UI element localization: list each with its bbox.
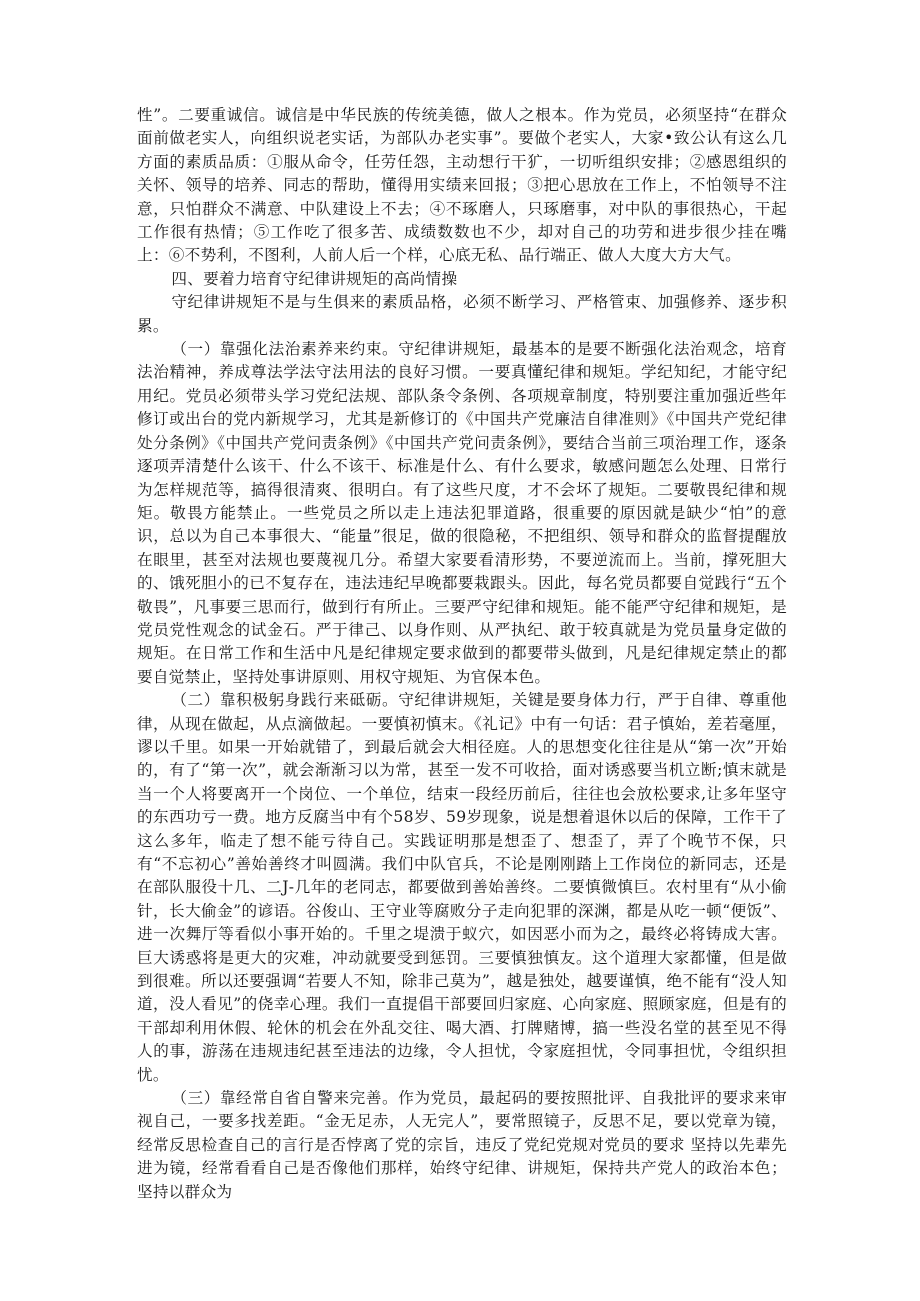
paragraph-practice: （二）靠积极躬身践行来砥砺。守纪律讲规矩，关键是要身体力行，严于自律、尊重他律，从现在做起，从点滴做起。一要慎初慎末。《礼记》中有一句话：君子慎始，差若毫厘，谬以千里。如果一开始就错了，到最后就会大相径庭。人的思想变化往往是从“第一次”开始的，有了“第一次”，就会渐渐习以为常，甚至一发不可收拾，面对诱惑要当机立断;慎末就是当一个人将要离开一个岗位、一个单位，结束一段经历前后，往往也会放松要求,让多年坚守的东西功亏一费。地方反腐当中有个58岁、59岁现象，说是想着退休以后的保障，工作干了这么多年，临走了想不能亏待自己。实践证明那是想歪了、想歪了，弄了个晚节不保，只有“不忘初心”善始善终才叫圆满。我们中队官兵，不论是刚刚踏上工作岗位的新同志，还是在部队服役十几、二J-几年的老同志，都要做到善始善终。二要慎微慎巨。农村里有“从小偷针，长大偷金”的谚语。谷俊山、王守业等腐败分子走向犯罪的深渊，都是从吃一顿“便饭”、进一次舞厅等看似小事开始的。千里之堤溃于蚁穴，如因恶小而为之，最终必将铸成大害。巨大诱惑将是更大的灾难，冲动就要受到惩罚。三要慎独慎友。这个道理大家都懂，但是做到很难。所以还要强调“若要人不知，除非己莫为”，越是独处，越要谨慎，绝不能有“没人知道，没人看见”的侥幸心理。我们一直提倡干部要回归家庭、心向家庭、照顾家庭，但是有的干部却利用休假、轮休的机会在外乱交往、喝大酒、打牌赌博，搞一些没名堂的甚至见不得人的事，游荡在违规违纪甚至违法的边缘，令人担忧，令家庭担忧，令同事担忧，令组织担忧。 bbox=[137, 691, 787, 1084]
paragraph-self-reflection: （三）靠经常自省自警来完善。作为党员，最起码的要按照批评、自我批评的要求来审视自己，一要多找差距。“金无足赤，人无完人”，要常照镜子，反思不足，要以党章为镜，经常反思检查自己的言行是否悖离了党的宗旨，违反了党纪党规对党员的要求 坚持以先辈先进为镜，经常看看自己是否像他们那样，始终守纪律、讲规矩，保持共产党人的政治本色；坚持以群众为 bbox=[137, 1089, 787, 1201]
paragraph-rule-of-law: （一）靠强化法治素养来约束。守纪律讲规矩，最基本的是要不断强化法治观念，培育法治精神，养成尊法学法守法用法的良好习惯。一要真懂纪律和规矩。学纪知纪，才能守纪用纪。党员必须带头学习党纪法规、部队条令条例、各项规章制度，特别要注重加强近些年修订或出台的党内新规学习，尤其是新修订的《中国共产党廉洁自律准则》《中国共产党纪律处分条例》《中国共产党问责条例》《中国共产党问责条例》，要结合当前三项治理工作，逐条逐项弄清楚什么该干、什么不该干、标准是什么、有什么要求，敏感问题怎么处理、日常行为怎样规范等，搞得很清爽、很明白。有了这些尺度，才不会坏了规矩。二要敬畏纪律和规矩。敬畏方能禁止。一些党员之所以走上违法犯罪道路，很重要的原因就是缺少“怕”的意识，总以为自己本事很大、“能量”很足，做的很隐秘，不把组织、领导和群众的监督提醒放在眼里，甚至对法规也要蔑视几分。希望大家要看清形势，不要逆流而上。当前，撑死胆大的、饿死胆小的已不复存在，违法违纪早晚都要栽跟头。因此，每名党员都要自觉践行“五个敬畏”，凡事要三思而行，做到行有所止。三要严守纪律和规矩。能不能严守纪律和规矩，是党员党性观念的试金石。严于律己、以身作则、从严执纪、敢于较真就是为党员量身定做的规矩。在日常工作和生活中凡是纪律规定要求做到的都要带头做到，凡是纪律规定禁止的都要自觉禁止，坚持处事讲原则、用权守规矩、为官保本色。 bbox=[137, 340, 787, 686]
document-body bbox=[137, 104, 787, 1204]
section-heading-four: 四、要着力培育守纪律讲规矩的高尚情操 bbox=[171, 269, 458, 288]
paragraph-integrity: 性”。二要重诚信。诚信是中华民族的传统美德，做人之根本。作为党员，必须坚持“在群众面前做老实人，向组织说老实话，为部队办老实事”。要做个老实人，大家•致公认有这么几方面的素质品质：①服从命令，任劳任怨，主动想行干犷，一切听组织安排；②感恩组织的关怀、领导的培养、同志的帮助，懂得用实绩来回报；③把心思放在工作上，不怕领导不注意，只怕群众不满意、中队建设上不去；④不琢磨人，只琢磨事，对中队的事很热心，干起工作很有热情；⑤工作吃了很多苦、成绩数数也不少，却对自己的功劳和进步很少挂在嘴上：⑥不势利，不图利，人前人后一个样，心底无私、品行端正、做人大度大方大气。 bbox=[137, 106, 787, 265]
paragraph-intro: 守纪律讲规矩不是与生俱来的素质品格，必须不断学习、严格管束、加强修养、逐步积累。 bbox=[137, 293, 787, 335]
